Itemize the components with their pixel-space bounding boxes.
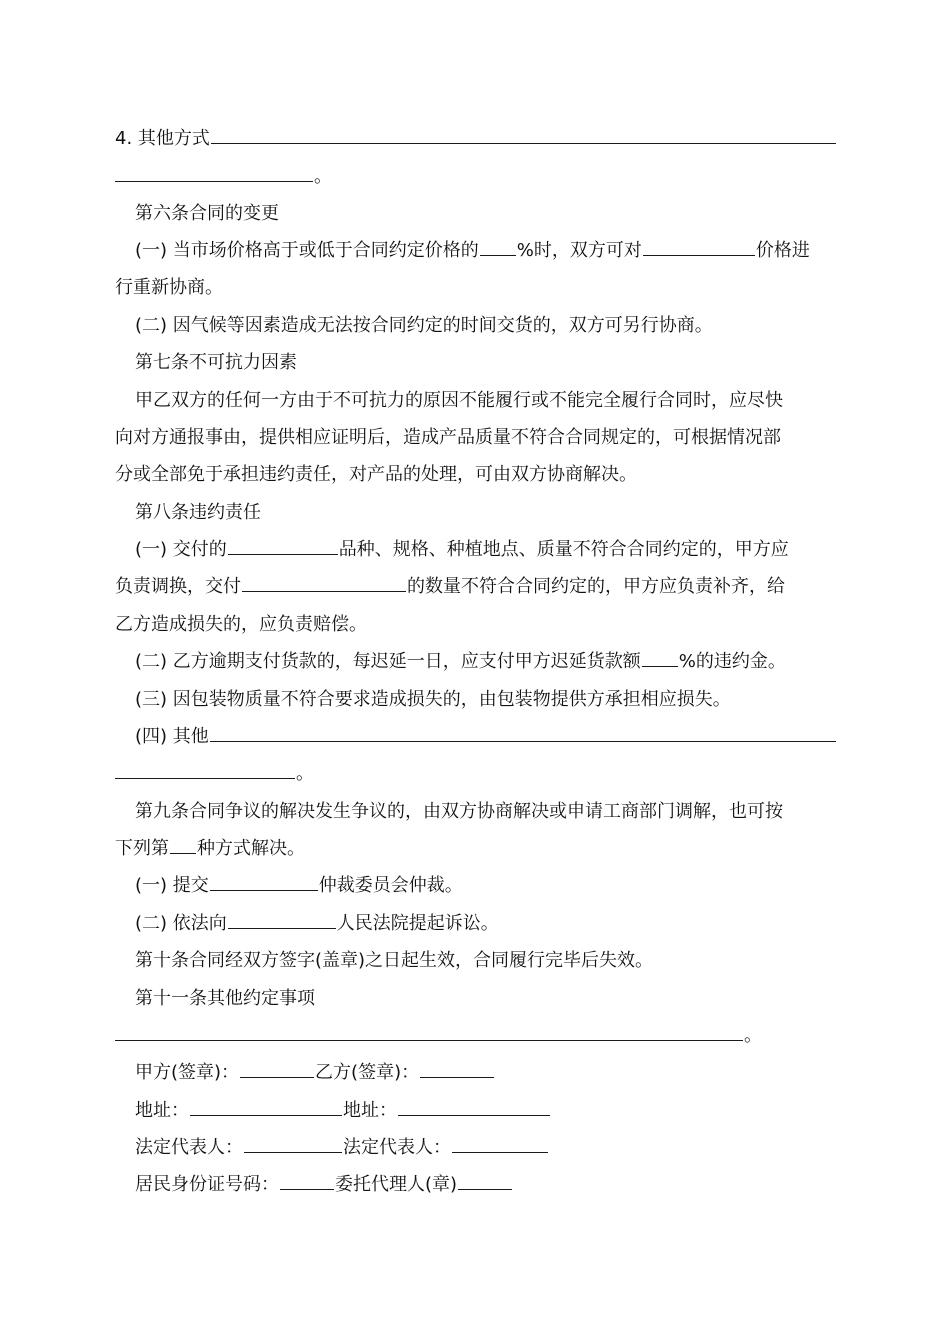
blank-field[interactable]	[228, 909, 336, 929]
line-late-payment	[135, 647, 837, 677]
text: (二) 依法向	[135, 913, 227, 934]
text: %的违约金。	[678, 651, 786, 672]
blank-field[interactable]	[228, 535, 338, 555]
line-breach-3: 乙方造成损失的，应负责赔偿。	[115, 614, 367, 635]
text: 仲裁委员会仲裁。	[318, 875, 463, 896]
line-continuation	[115, 759, 837, 789]
line-breach-1	[135, 535, 837, 565]
heading-article-11: 第十一条其他约定事项	[135, 988, 315, 1009]
text: %时，双方可对	[516, 240, 642, 261]
paragraph-force-majeure-2: 向对方通报事由，提供相应证明后，造成产品质量不符合合同规定的，可根据情况部	[115, 427, 781, 448]
blank-field[interactable]	[210, 871, 318, 891]
line-price-change	[135, 236, 837, 266]
party-a-address-field[interactable]	[190, 1096, 342, 1116]
text: 。	[296, 763, 314, 784]
blank-field[interactable]	[480, 236, 516, 256]
text: (二) 乙方逾期支付货款的，每迟延一日，应支付甲方迟延货款额	[135, 651, 641, 672]
blank-field[interactable]	[170, 834, 196, 854]
line-other-terms	[115, 1021, 837, 1051]
text: 地址：	[343, 1100, 397, 1121]
text: 价格进	[755, 240, 810, 261]
text: (一) 当市场价格高于或低于合同约定价格的	[135, 240, 479, 261]
blank-field[interactable]	[115, 1021, 743, 1041]
line-litigation	[135, 909, 837, 939]
text: 委托代理人(章)	[335, 1174, 458, 1195]
text: 人民法院提起诉讼。	[336, 913, 499, 934]
party-a-signature-field[interactable]	[240, 1058, 314, 1078]
text: 的数量不符合合同约定的，甲方应负责补齐，给	[407, 576, 785, 597]
text: 甲方(签章)：	[135, 1062, 240, 1083]
blank-field[interactable]	[115, 162, 313, 182]
line-breach-2	[115, 572, 837, 602]
blank-field[interactable]	[211, 124, 836, 144]
text: 居民身份证号码：	[135, 1174, 279, 1195]
text: (一) 提交	[135, 875, 209, 896]
text: (一) 交付的	[135, 539, 227, 560]
heading-article-8: 第八条违约责任	[135, 502, 261, 523]
heading-article-6: 第六条合同的变更	[135, 203, 279, 224]
text: 下列第	[115, 838, 169, 859]
text: 负责调换，交付	[115, 576, 241, 597]
text: 地址：	[135, 1100, 189, 1121]
line-other-methods	[115, 124, 837, 154]
party-b-signature-field[interactable]	[420, 1058, 494, 1078]
line-other	[135, 722, 837, 752]
signature-row	[135, 1058, 837, 1088]
heading-article-7: 第七条不可抗力因素	[135, 352, 297, 373]
party-a-representative-field[interactable]	[244, 1133, 342, 1153]
text: 种方式解决。	[197, 838, 305, 859]
blank-field[interactable]	[210, 722, 836, 742]
text: 4. 其他方式	[115, 128, 210, 149]
paragraph-article-10: 第十条合同经双方签字(盖章)之日起生效，合同履行完毕后失效。	[135, 950, 654, 971]
legal-representative-row	[135, 1133, 837, 1163]
line-renegotiate: 行重新协商。	[115, 277, 223, 298]
line-packaging: (三) 因包装物质量不符合要求造成损失的，由包装物提供方承担相应损失。	[135, 689, 731, 710]
paragraph-force-majeure-1: 甲乙双方的任何一方由于不可抗力的原因不能履行或不能完全履行合同时，应尽快	[135, 390, 783, 411]
blank-field[interactable]	[642, 647, 678, 667]
text: 。	[314, 166, 332, 187]
text: (四) 其他	[135, 726, 209, 747]
agent-field[interactable]	[458, 1170, 512, 1190]
address-row	[135, 1096, 837, 1126]
party-b-representative-field[interactable]	[452, 1133, 548, 1153]
blank-field[interactable]	[115, 759, 295, 779]
party-b-address-field[interactable]	[398, 1096, 550, 1116]
line-arbitration	[135, 871, 837, 901]
line-weather: (二) 因气候等因素造成无法按合同约定的时间交货的，双方可另行协商。	[135, 315, 713, 336]
line-continuation	[115, 162, 837, 192]
text: 法定代表人：	[343, 1137, 451, 1158]
text: 法定代表人：	[135, 1137, 243, 1158]
text: 。	[744, 1025, 762, 1046]
text: 品种、规格、种植地点、质量不符合合同约定的，甲方应	[338, 539, 789, 560]
blank-field[interactable]	[242, 572, 406, 592]
id-number-row	[135, 1170, 837, 1200]
blank-field[interactable]	[643, 236, 755, 256]
line-method-choice	[115, 834, 837, 864]
id-number-field[interactable]	[280, 1170, 334, 1190]
text: 乙方(签章)：	[315, 1062, 420, 1083]
paragraph-article-9: 第九条合同争议的解决发生争议的，由双方协商解决或申请工商部门调解，也可按	[135, 801, 783, 822]
paragraph-force-majeure-3: 分或全部免于承担违约责任，对产品的处理，可由双方协商解决。	[115, 464, 637, 485]
